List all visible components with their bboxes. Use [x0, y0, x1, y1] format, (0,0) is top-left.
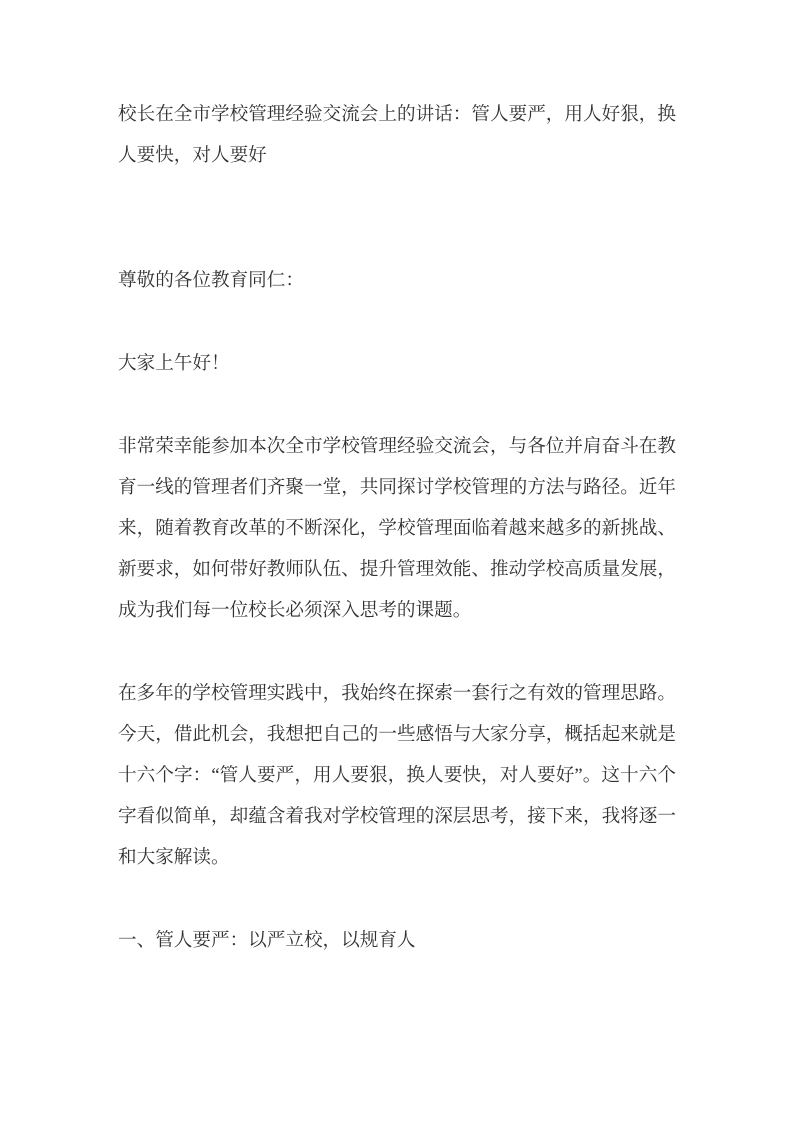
body-paragraph-1: 非常荣幸能参加本次全市学校管理经验交流会，与各位并肩奋斗在教育一线的管理者们齐聚一堂，共同探讨学校管理的方法与路径。近年来，随着教育改革的不断深化，学校管理面临着越来越多的新挑战、新要求，如何带好教师队伍、提升管理效能、推动学校高质量发展，成为我们每一位校长必须深入思考的课题。 — [118, 436, 676, 621]
section-heading-1: 一、管人要严：以严立校，以规育人 — [118, 930, 416, 951]
document-title: 校长在全市学校管理经验交流会上的讲话：管人要严，用人好狠，换人要快，对人要好 — [118, 104, 676, 166]
body-paragraph-2: 在多年的学校管理实践中，我始终在探索一套行之有效的管理思路。今天，借此机会，我想把自己的一些感悟与大家分享，概括起来就是十六个字：“管人要严，用人要狠，换人要快，对人要好”。这十六个字看似简单，却蕴含着我对学校管理的深层思考，接下来，我将逐一和大家解读。 — [118, 683, 676, 868]
salutation-line: 尊敬的各位教育同仁： — [118, 270, 304, 291]
greeting-line: 大家上午好！ — [118, 353, 230, 374]
